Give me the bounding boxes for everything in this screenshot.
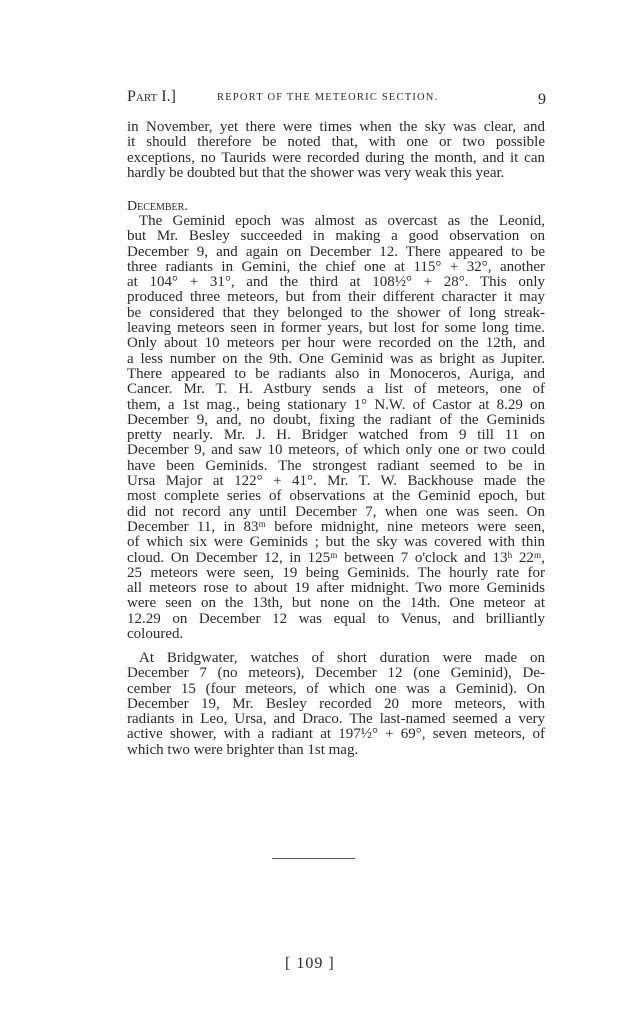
- text-line: active shower, with a radiant at 197½° + 69°, seven meteors, of: [127, 726, 545, 743]
- text-line: coloured.: [127, 626, 184, 643]
- section-divider: [272, 858, 355, 859]
- text-line: have been Geminids. The strongest radiant seemed to be in: [127, 457, 545, 474]
- text-line: were seen on the 13th, but none on the 14th. One meteor at: [127, 595, 545, 612]
- page-number: 9: [538, 91, 546, 108]
- text-line: all meteors rose to about 19 after midnight. Two more Geminids: [127, 580, 545, 597]
- text-line: which two were brighter than 1st mag.: [127, 741, 359, 758]
- text-line: December 9, and, no doubt, fixing the radiant of the Geminids: [127, 411, 545, 428]
- text-line: Ursa Major at 122° + 41°. Mr. T. W. Backhouse made the: [127, 473, 545, 490]
- text-line: December 7 (no meteors), December 12 (one Geminid), De-: [127, 665, 545, 682]
- paragraph-1: [127, 120, 545, 181]
- text-line: produced three meteors, but from their different character it may: [127, 289, 545, 306]
- text-line: radiants in Leo, Ursa, and Draco. The last-named seemed a very: [127, 711, 545, 728]
- text-line: Only about 10 meteors per hour were recorded on the 12th, and: [127, 335, 545, 352]
- text-line: a less number on the 9th. One Geminid was as bright as Jupiter.: [127, 350, 545, 367]
- text-line: December 11, in 83ᵐ before midnight, nine meteors were seen,: [127, 518, 545, 535]
- text-line: cember 15 (four meteors, of which one was a Geminid). On: [127, 680, 545, 697]
- text-line: December 19, Mr. Besley recorded 20 more meteors, with: [127, 695, 545, 712]
- text-line: December 9, and saw 10 meteors, of which only one or two could: [127, 442, 545, 459]
- part-label: Part I.]: [127, 88, 176, 105]
- text-line: most complete series of observations at the Geminid epoch, but: [127, 488, 545, 505]
- text-line: 25 meteors were seen, 19 being Geminids. The hourly rate for: [127, 564, 545, 581]
- text-line: cloud. On December 12, in 125ᵐ between 7 o'clock and 13ʰ 22ᵐ,: [127, 549, 545, 566]
- text-line: Cancer. Mr. T. H. Astbury sends a list of meteors, one of: [127, 381, 545, 398]
- text-line: The Geminid epoch was almost as overcast as the Leonid,: [139, 213, 545, 229]
- text-line: of which six were Geminids ; but the sky was covered with thin: [127, 534, 545, 551]
- running-title: REPORT OF THE METEORIC SECTION.: [217, 92, 439, 103]
- text-line: 12.29 on December 12 was equal to Venus, and brilliantly: [127, 610, 545, 627]
- paragraph-3: [127, 651, 545, 758]
- text-line: exceptions, no Taurids were recorded during the month, and it can: [127, 149, 545, 166]
- text-line: At Bridgwater, watches of short duration were made on: [139, 650, 545, 666]
- text-line: December 9, and again on December 12. There appeared to be: [127, 243, 545, 260]
- text-line: it should therefore be noted that, with one or two possible: [127, 134, 545, 151]
- text-line: There appeared to be radiants also in Monoceros, Auriga, and: [127, 365, 545, 382]
- folio-number: [ 109 ]: [285, 955, 335, 972]
- section-heading: December.: [127, 199, 188, 214]
- text-line: them, a 1st mag., being stationary 1° N.W. of Castor at 8.29 on: [127, 396, 545, 413]
- text-line: hardly be doubted but that the shower was very weak this year.: [127, 164, 505, 181]
- text-line: leaving meteors seen in former years, but lost for some long time.: [127, 320, 545, 337]
- text-line: but Mr. Besley succeeded in making a good observation on: [127, 228, 545, 245]
- text-line: did not record any until December 7, when one was seen. On: [127, 503, 545, 520]
- text-line: at 104° + 31°, and the third at 108½° + 28°. This only: [127, 274, 545, 291]
- text-line: three radiants in Gemini, the chief one at 115° + 32°, another: [127, 258, 545, 275]
- paragraph-2: [127, 214, 545, 642]
- text-line: in November, yet there were times when the sky was clear, and: [127, 119, 545, 135]
- text-line: pretty nearly. Mr. J. H. Bridger watched from 9 till 11 on: [127, 427, 545, 444]
- text-line: be considered that they belonged to the shower of long streak-: [127, 304, 545, 321]
